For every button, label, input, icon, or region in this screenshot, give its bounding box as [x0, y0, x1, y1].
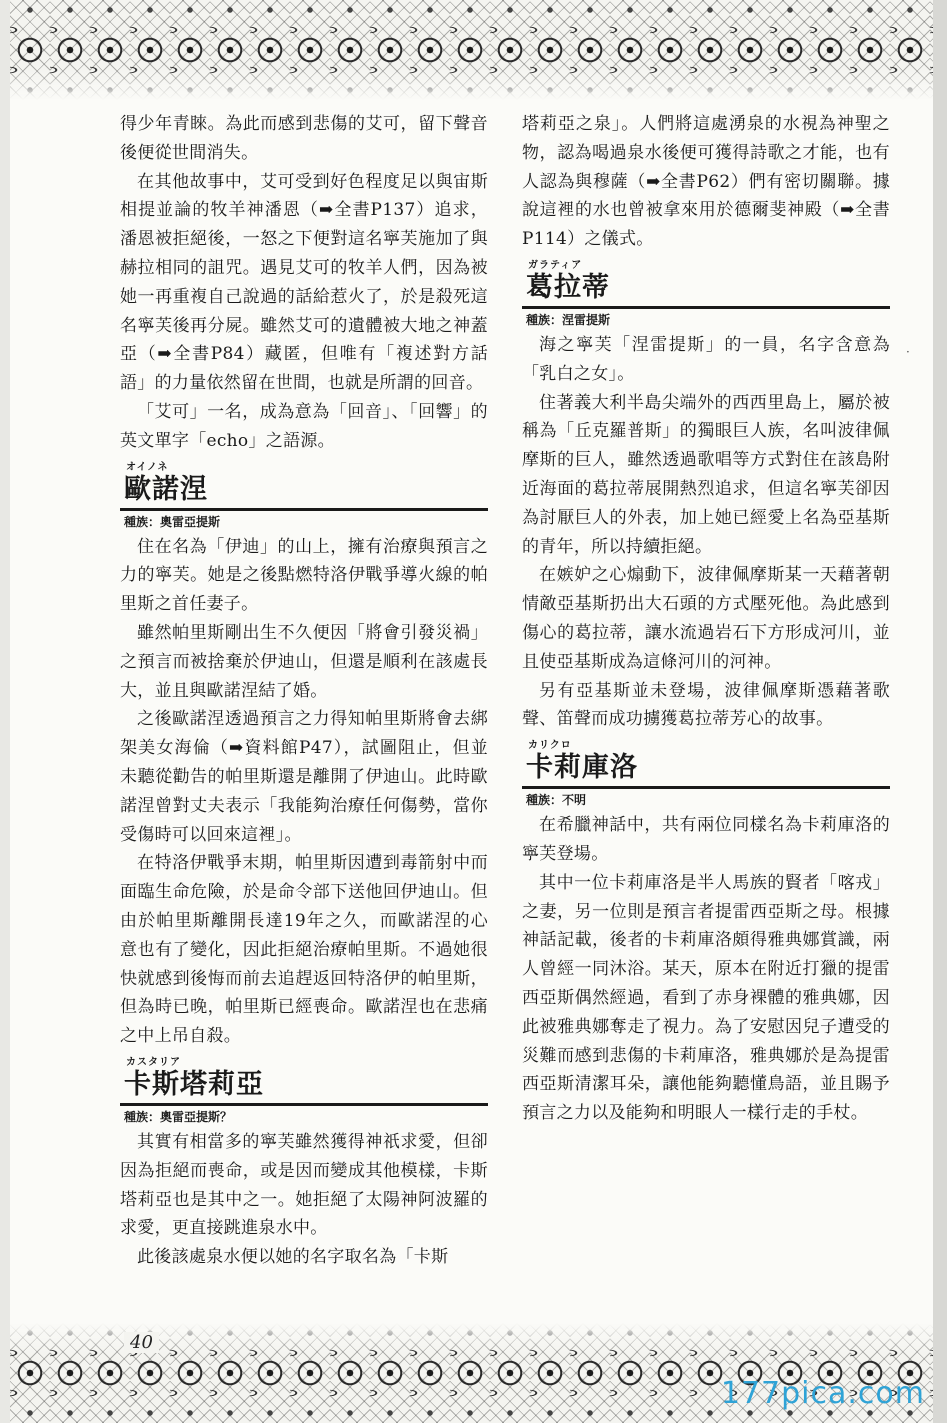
watermark: 177pica.com	[720, 1376, 925, 1411]
paragraph: 得少年青睞。為此而感到悲傷的艾可，留下聲音後便從世間消失。	[120, 114, 488, 163]
scan-edge-right	[933, 0, 947, 1423]
paragraph: 其中一位卡莉庫洛是半人馬族的賢者「喀戎」之妻，另一位則是預言者提雷西亞斯之母。根據神話記載，後者的卡莉庫洛頗得雅典娜賞識，兩人曾經一同沐浴。某天，原本在附近打獵的提雷西亞斯偶然經過，看到了赤身裸體的雅典娜，因此被雅典娜奪走了視力。為了安慰因兒子遭受的災難而感到悲傷的卡莉庫洛，雅典娜於是為提雷西亞斯清潔耳朵，讓他能夠聽懂鳥語，並且賜予預言之力以及能夠和明眼人一樣行走的手杖。	[522, 872, 890, 1124]
paragraph: 另有亞基斯並未登場，波律佩摩斯憑藉著歌聲、笛聲而成功擄獲葛拉蒂芳心的故事。	[522, 680, 890, 730]
entry-title: 卡斯塔莉亞	[120, 1069, 488, 1106]
paragraph: 住在名為「伊迪」的山上，擁有治療與預言之力的寧芙。她是之後點燃特洛伊戰爭導火線的帕里斯之首任妻子。	[120, 536, 488, 615]
entry-race: 種族：不明	[526, 793, 587, 808]
paragraph: 塔莉亞之泉」。人們將這處湧泉的水視為神聖之物，認為喝過泉水後便可獲得詩歌之才能，也有人認為與穆薩（➡全書P62）們有密切關聯。據說這裡的水也曾被拿來用於德爾斐神殿（➡全書P114）之儀式。	[522, 114, 890, 250]
entry-header-oinone	[120, 462, 488, 533]
paragraph: 其實有相當多的寧芙雖然獲得神祇求愛，但卻因為拒絕而喪命，或是因而變成其他模樣，卡斯塔莉亞也是其中之一。她拒絕了太陽神阿波羅的求愛，更直接跳進泉水中。	[120, 1131, 488, 1239]
paragraph: 雖然帕里斯剛出生不久便因「將會引發災禍」之預言而被捨棄於伊迪山，但還是順利在該處長大，並且與歐諾涅結了婚。	[120, 622, 488, 701]
paragraph: 「艾可」一名，成為意為「回音」、「回響」的英文單字「echo」之語源。	[120, 401, 488, 451]
paragraph: 之後歐諾涅透過預言之力得知帕里斯將會去綁架美女海倫（➡資料館P47），試圖阻止，但並未聽從勸告的帕里斯還是離開了伊迪山。此時歐諾涅曾對丈夫表示「我能夠治療任何傷勢，當你受傷時可以回來這裡」。	[120, 709, 488, 845]
entry-title: 歐諾涅	[120, 474, 488, 511]
entry-title: 葛拉蒂	[522, 272, 890, 309]
paragraph: 海之寧芙「涅雷提斯」的一員，名字含意為「乳白之女」。	[522, 334, 890, 384]
paragraph: 住著義大利半島尖端外的西西里島上，屬於被稱為「丘克羅普斯」的獨眼巨人族，名叫波律佩摩斯的巨人，雖然透過歌唱等方式對住在該島附近海面的葛拉蒂展開熱烈追求，但這名寧芙卻因為討厭巨人的外表，加上她已經愛上名為亞基斯的青年，所以持續拒絕。	[522, 392, 890, 557]
paragraph: 此後該處泉水便以她的名字取名為「卡斯	[137, 1247, 449, 1268]
paragraph: 在嫉妒之心煽動下，波律佩摩斯某一天藉著朝情敵亞基斯扔出大石頭的方式壓死他。為此感到傷心的葛拉蒂，讓水流過岩石下方形成河川，並且使亞基斯成為這條河川的河神。	[522, 565, 890, 672]
left-column	[120, 110, 488, 1315]
entry-race: 種族：涅雷提斯	[526, 312, 611, 327]
entry-title: 卡莉庫洛	[522, 752, 890, 789]
ornamental-border-top	[10, 0, 933, 100]
entry-ruby: カスタリア	[126, 1056, 181, 1068]
scan-edge-left	[0, 0, 10, 1423]
entry-header-chariclo	[522, 740, 890, 811]
entry-ruby: オイノネ	[126, 461, 169, 473]
paragraph: 在特洛伊戰爭末期，帕里斯因遭到毒箭射中而面臨生命危險，於是命令部下送他回伊迪山。但由於帕里斯離開長達19年之久，而歐諾涅的心意也有了變化，因此拒絕治療帕里斯。不過她很快就感到後悔而前去追趕返回特洛伊的帕里斯，但為時已晚，帕里斯已經喪命。歐諾涅也在悲痛之中上吊自殺。	[120, 853, 488, 1047]
paragraph: 在希臘神話中，共有兩位同樣名為卡莉庫洛的寧芙登場。	[522, 815, 890, 864]
entry-ruby: ガラティア	[528, 259, 583, 271]
paragraph: 在其他故事中，艾可受到好色程度足以與宙斯相提並論的牧羊神潘恩（➡全書P137）追求，潘恩被拒絕後，一怒之下便對這名寧芙施加了與赫拉相同的詛咒。遇見艾可的牧羊人們，因為被她一再重複自己說過的話給惹火了，於是殺死這名寧芙後再分屍。雖然艾可的遺體被大地之神蓋亞（➡全書P84）藏匿，但唯有「複述對方話語」的力量依然留在世間，也就是所謂的回音。	[120, 171, 488, 394]
entry-ruby: カリクロ	[528, 740, 572, 752]
entry-race: 種族：奧雷亞提斯？	[124, 1109, 233, 1124]
page-number: 40	[124, 1332, 159, 1353]
entry-header-castalia	[120, 1057, 488, 1128]
entry-race: 種族：奧雷亞提斯	[124, 514, 221, 529]
text-columns	[120, 110, 890, 1315]
right-column	[522, 110, 890, 1315]
entry-header-galatea	[522, 260, 890, 331]
margin-mark: ·	[906, 345, 910, 359]
